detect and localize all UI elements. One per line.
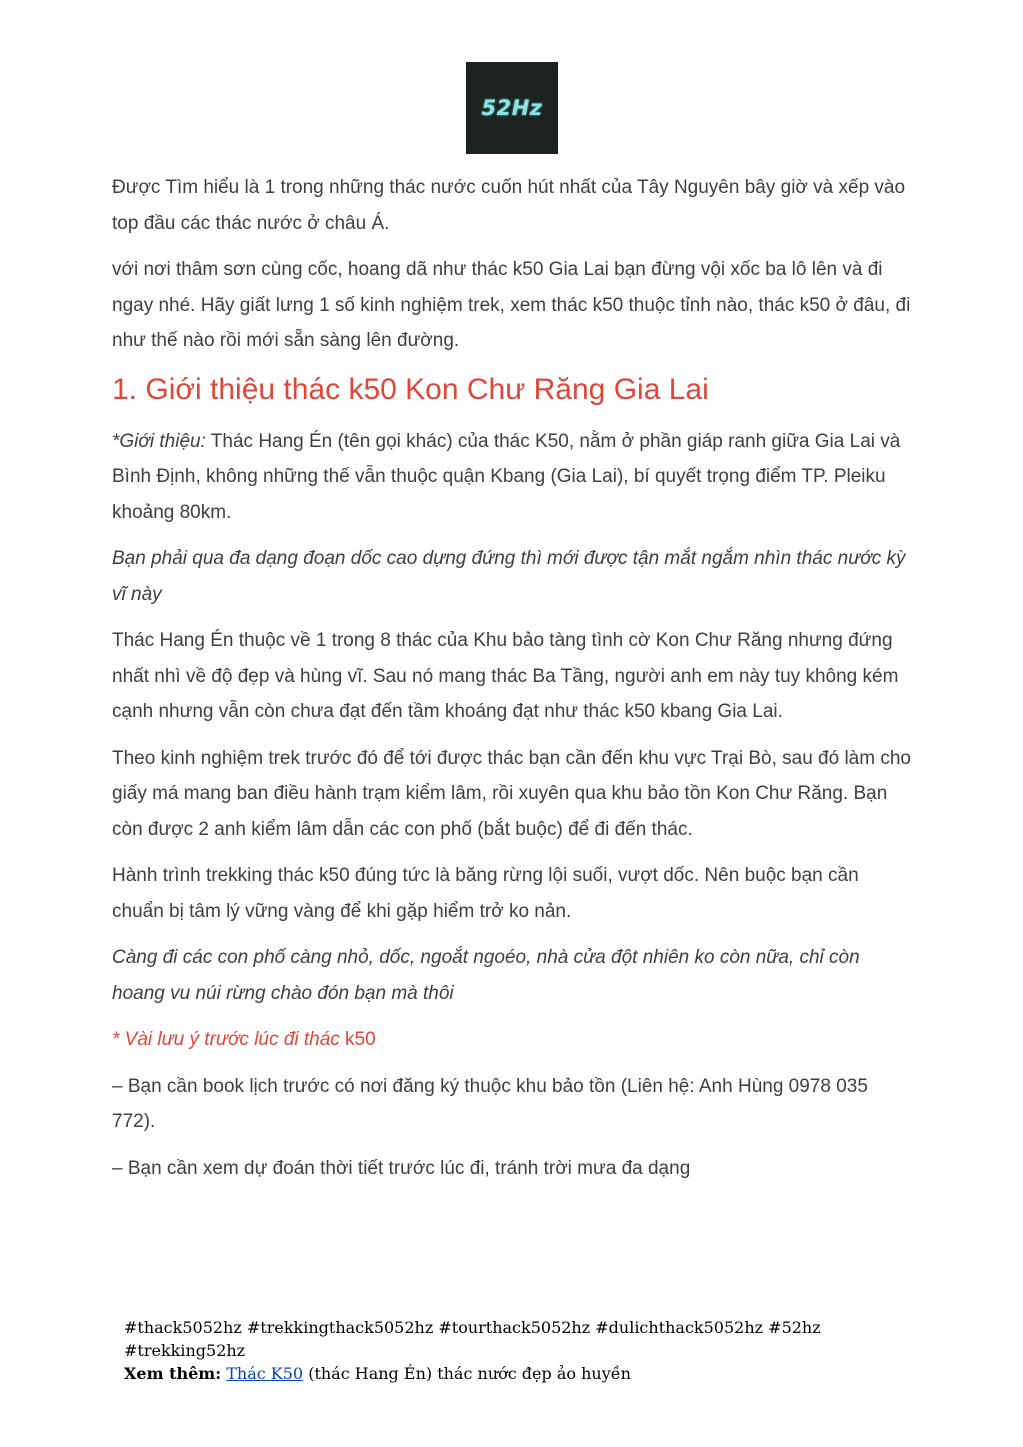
- intro-label: *Giới thiệu:: [112, 430, 206, 452]
- hashtags: #thack5052hz #trekkingthack5052hz #tourthack5052hz #dulichthack5052hz #52hz #trekking52hz: [124, 1318, 821, 1360]
- see-more-link[interactable]: Thác K50: [226, 1364, 304, 1383]
- see-more-line: [124, 1362, 904, 1385]
- notes-label-italic: * Vài lưu ý trước lúc đi thác: [112, 1029, 340, 1050]
- intro-paragraph-2: với nơi thâm sơn cùng cốc, hoang dã như thác k50 Gia Lai bạn đừng vội xốc ba lô lên và đi ngay nhé. Hãy giất lưng 1 số kinh nghiệm trek, xem thác k50 thuộc tỉnh nào, thác k50 ở đâu, đi như thế nào rồi mới sẵn sàng lên đường.: [112, 259, 911, 351]
- paragraph-2: Theo kinh nghiệm trek trước đó để tới được thác bạn cần đến khu vực Trại Bò, sau đó làm cho giấy má mang ban điều hành trạm kiểm lâm, rồi xuyên qua khu bảo tồn Kon Chư Răng. Bạn còn được 2 anh kiểm lâm dẫn các con phố (bắt buộc) để đi đến thác.: [112, 747, 911, 840]
- notes-label: [112, 1022, 912, 1058]
- paragraph-3: Hành trình trekking thác k50 đúng tức là băng rừng lội suối, vượt dốc. Nên buộc bạn cần chuẩn bị tâm lý vững vàng để khi gặp hiểm trở ko nản.: [112, 865, 859, 922]
- footer: [124, 1316, 904, 1385]
- section-heading: 1. Giới thiệu thác k50 Kon Chư Răng Gia Lai: [112, 372, 709, 406]
- logo-text: 52Hz: [481, 96, 543, 120]
- brand-logo: [466, 62, 558, 154]
- paragraph-1: Thác Hang Én thuộc về 1 trong 8 thác của Khu bảo tàng tình cờ Kon Chư Răng nhưng đứng nhất nhì về độ đẹp và hùng vĩ. Sau nó mang thác Ba Tầng, người anh em này tuy không kém cạnh nhưng vẫn còn chưa đạt đến tầm khoáng đạt như thác k50 kbang Gia Lai.: [112, 630, 899, 722]
- see-more-text: (thác Hang Én) thác nước đẹp ảo huyền: [303, 1364, 631, 1383]
- bullet-item-2: – Bạn cần xem dự đoán thời tiết trước lúc đi, tránh trời mưa đa dạng: [112, 1157, 691, 1179]
- article-body: [112, 170, 912, 1197]
- notes-label-rest: k50: [339, 1029, 376, 1050]
- intro-text: Thác Hang Én (tên gọi khác) của thác K50, nằm ở phần giáp ranh giữa Gia Lai và Bình Định, không những thế vẫn thuộc quận Kbang (Gia Lai), bí quyết trọng điểm TP. Pleiku khoảng 80km.: [112, 430, 901, 523]
- italic-paragraph-1: Bạn phải qua đa dạng đoạn dốc cao dựng đứng thì mới được tận mắt ngắm nhìn thác nước kỳ vĩ này: [112, 548, 906, 605]
- bullet-item-1: – Bạn cần book lịch trước có nơi đăng ký thuộc khu bảo tồn (Liên hệ: Anh Hùng 0978 035 772).: [112, 1075, 868, 1132]
- intro-paragraph-1: Được Tìm hiểu là 1 trong những thác nước cuốn hút nhất của Tây Nguyên bây giờ và xếp vào top đầu các thác nước ở châu Á.: [112, 177, 906, 234]
- introduction-paragraph: [112, 424, 912, 531]
- see-more-label: Xem thêm:: [124, 1364, 222, 1383]
- italic-paragraph-2: Càng đi các con phố càng nhỏ, dốc, ngoắt ngoéo, nhà cửa đột nhiên ko còn nữa, chỉ còn hoang vu núi rừng chào đón bạn mà thôi: [112, 947, 860, 1004]
